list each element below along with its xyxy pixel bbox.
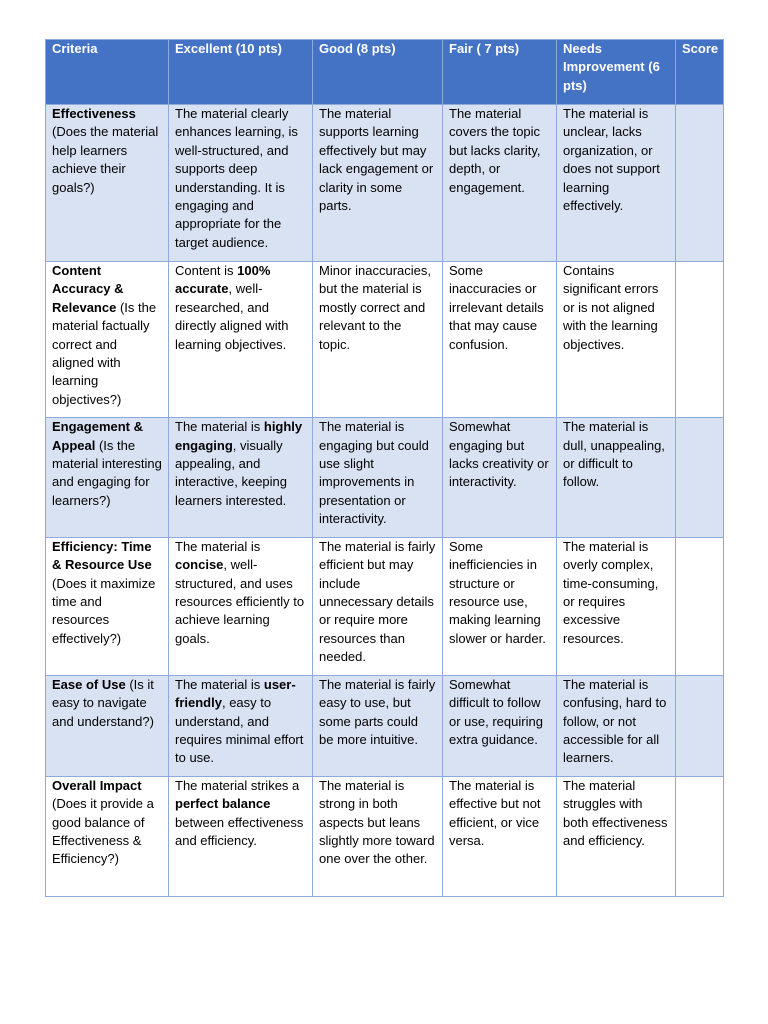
excellent-text: The material strikes a [175,777,300,793]
needs-improvement-cell: Contains significant errors or is not aligned with the learning objectives. [557,262,676,418]
rubric-row [46,675,724,776]
fair-cell: Some inefficiencies in structure or resource use, making learning slower or harder. [443,537,557,675]
good-cell: The material is fairly efficient but may include unnecessary details or require more resources than needed. [313,537,443,675]
criteria-description: (Is it easy to navigate and understand?) [52,676,154,729]
excellent-cell [169,262,313,418]
rubric-row [46,262,724,418]
criteria-description: (Is the material factually correct and aligned with learning objectives?) [52,299,157,407]
rubric-table [45,39,724,897]
header-score: Score [676,40,724,105]
criteria-cell [46,675,169,776]
excellent-text-end: , well-researched, and directly aligned with learning objectives. [175,281,289,352]
score-cell[interactable] [676,537,724,675]
criteria-cell [46,776,169,896]
good-cell: Minor inaccuracies, but the material is mostly correct and relevant to the topic. [313,262,443,418]
excellent-emphasis: perfect balance [175,796,271,812]
needs-improvement-cell: The material is dull, unappealing, or difficult to follow. [557,418,676,537]
criteria-title: Overall Impact [52,777,142,793]
good-cell: The material is fairly easy to use, but some parts could be more intuitive. [313,675,443,776]
excellent-emphasis: 100% accurate [175,263,271,297]
rubric-row [46,776,724,896]
needs-improvement-cell: The material is confusing, hard to follow, or not accessible for all learners. [557,675,676,776]
fair-cell: Somewhat engaging but lacks creativity or interactivity. [443,418,557,537]
criteria-cell [46,105,169,262]
criteria-cell [46,262,169,418]
rubric-row [46,537,724,675]
score-cell[interactable] [676,776,724,896]
rubric-row [46,418,724,537]
excellent-emphasis: concise [175,557,224,573]
excellent-text-end: , easy to understand, and requires minimal effort to use. [175,695,304,766]
fair-cell: Somewhat difficult to follow or use, requiring extra guidance. [443,675,557,776]
criteria-title: Content Accuracy & Relevance [52,263,124,315]
excellent-cell [169,105,313,262]
excellent-text-end: , well-structured, and uses resources efficiently to achieve learning goals. [175,557,305,646]
excellent-emphasis: user-friendly [175,676,296,711]
criteria-description: (Does it provide a good balance of Effectiveness & Efficiency?) [52,796,154,867]
criteria-description: (Is the material interesting and engaging for learners?) [52,437,162,508]
header-row [46,40,724,105]
excellent-text: Content is [175,263,238,278]
excellent-cell [169,675,313,776]
excellent-text: The material is [175,538,261,554]
needs-improvement-cell: The material is unclear, lacks organization, or does not support learning effectively. [557,105,676,262]
score-cell[interactable] [676,418,724,537]
score-cell[interactable] [676,262,724,418]
excellent-cell [169,776,313,896]
criteria-title: Engagement & Appeal [52,419,144,453]
good-cell: The material supports learning effectively but may lack engagement or clarity in some parts. [313,105,443,262]
excellent-text-end: between effectiveness and efficiency. [175,814,304,848]
needs-improvement-cell: The material struggles with both effectiveness and efficiency. [557,776,676,896]
rubric-row [46,105,724,262]
excellent-text: The material is [175,419,264,435]
header-criteria: Criteria [46,40,169,105]
excellent-emphasis: highly engaging [175,419,303,453]
header-excellent: Excellent (10 pts) [169,40,313,105]
criteria-cell [46,537,169,675]
good-cell: The material is strong in both aspects but leans slightly more toward one over the other. [313,776,443,896]
header-needs-improvement: Needs Improvement (6 pts) [557,40,676,105]
criteria-title: Ease of Use [52,676,126,692]
fair-cell: The material covers the topic but lacks clarity, depth, or engagement. [443,105,557,262]
header-good: Good (8 pts) [313,40,443,105]
fair-cell: The material is effective but not efficient, or vice versa. [443,776,557,896]
excellent-cell [169,418,313,537]
criteria-description: (Does it maximize time and resources effectively?) [52,575,156,646]
header-fair: Fair ( 7 pts) [443,40,557,105]
score-cell[interactable] [676,105,724,262]
criteria-cell [46,418,169,537]
excellent-text: The material is [175,676,264,692]
criteria-title: Efficiency: Time & Resource Use [52,538,152,573]
score-cell[interactable] [676,675,724,776]
excellent-cell [169,537,313,675]
good-cell: The material is engaging but could use slight improvements in presentation or interactivity. [313,418,443,537]
fair-cell: Some inaccuracies or irrelevant details that may cause confusion. [443,262,557,418]
excellent-text-end: , visually appealing, and interactive, keeping learners interested. [175,437,288,508]
criteria-description: (Does the material help learners achieve their goals?) [52,124,159,195]
excellent-text: The material clearly enhances learning, is well-structured, and supports deep understanding. It is engaging and appropriate for the target audience. [175,106,298,250]
criteria-title: Effectiveness [52,106,136,121]
needs-improvement-cell: The material is overly complex, time-consuming, or requires excessive resources. [557,537,676,675]
